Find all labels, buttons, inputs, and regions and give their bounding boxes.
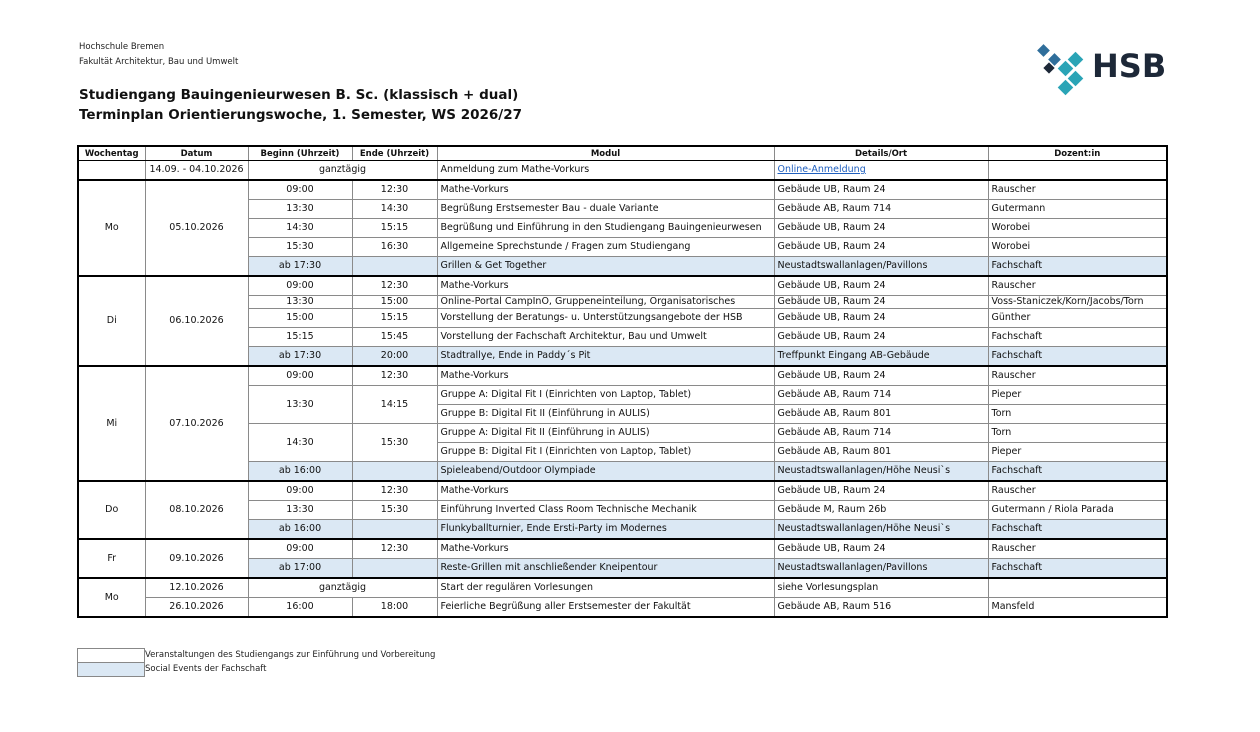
end-cell: 15:00 bbox=[352, 296, 437, 309]
lecturer-cell: Torn bbox=[988, 405, 1167, 424]
modul-cell: Mathe-Vorkurs bbox=[437, 276, 774, 296]
end-cell: 20:00 bbox=[352, 347, 437, 367]
details-cell: Gebäude AB, Raum 714 bbox=[774, 200, 988, 219]
lecturer-cell: Fachschaft bbox=[988, 347, 1167, 367]
details-cell: Gebäude UB, Raum 24 bbox=[774, 539, 988, 559]
day-cell: Di bbox=[78, 276, 145, 366]
modul-cell: Vorstellung der Beratungs- u. Unterstützungsangebote der HSB bbox=[437, 309, 774, 328]
table-row bbox=[78, 276, 1167, 296]
end-cell: 15:15 bbox=[352, 309, 437, 328]
lecturer-cell bbox=[988, 578, 1167, 598]
column-header: Wochentag bbox=[78, 146, 145, 161]
details-cell: Neustadtswallanlagen/Höhe Neusi`s bbox=[774, 520, 988, 540]
start-cell: ab 17:30 bbox=[248, 347, 352, 367]
start-cell: 13:30 bbox=[248, 296, 352, 309]
following-monday-group bbox=[78, 578, 1167, 617]
friday-group bbox=[78, 539, 1167, 578]
end-cell: 12:30 bbox=[352, 276, 437, 296]
details-cell: Treffpunkt Eingang AB-Gebäude bbox=[774, 347, 988, 367]
lecturer-cell: Worobei bbox=[988, 219, 1167, 238]
lecturer-cell: Rauscher bbox=[988, 366, 1167, 386]
time-cell: ganztägig bbox=[248, 578, 437, 598]
lecturer-cell: Gutermann / Riola Parada bbox=[988, 501, 1167, 520]
details-cell: Gebäude UB, Raum 24 bbox=[774, 481, 988, 501]
table-row bbox=[78, 180, 1167, 200]
details-cell: Gebäude AB, Raum 714 bbox=[774, 424, 988, 443]
end-cell: 12:30 bbox=[352, 180, 437, 200]
wednesday-group bbox=[78, 366, 1167, 481]
lecturer-cell: Fachschaft bbox=[988, 257, 1167, 277]
legend-label-regular: Veranstaltungen des Studiengangs zur Einführung und Vorbereitung bbox=[145, 650, 436, 660]
modul-cell: Vorstellung der Fachschaft Architektur, Bau und Umwelt bbox=[437, 328, 774, 347]
modul-cell: Feierliche Begrüßung aller Erstsemester der Fakultät bbox=[437, 598, 774, 618]
details-cell: Neustadtswallanlagen/Pavillons bbox=[774, 257, 988, 277]
start-cell: 15:30 bbox=[248, 238, 352, 257]
tuesday-group bbox=[78, 276, 1167, 366]
start-cell: ab 17:00 bbox=[248, 559, 352, 579]
lecturer-cell: Torn bbox=[988, 424, 1167, 443]
legend-swatch-social bbox=[77, 662, 145, 677]
start-cell: ab 17:30 bbox=[248, 257, 352, 277]
time-cell: ganztägig bbox=[248, 161, 437, 181]
details-cell: Gebäude AB, Raum 714 bbox=[774, 386, 988, 405]
modul-cell: Mathe-Vorkurs bbox=[437, 539, 774, 559]
lecturer-cell: Mansfeld bbox=[988, 598, 1167, 618]
details-cell: Gebäude M, Raum 26b bbox=[774, 501, 988, 520]
lecturer-cell: Fachschaft bbox=[988, 520, 1167, 540]
date-cell: 26.10.2026 bbox=[145, 598, 248, 618]
details-cell: Gebäude UB, Raum 24 bbox=[774, 296, 988, 309]
start-cell: 13:30 bbox=[248, 386, 352, 424]
online-registration-link[interactable]: Online-Anmeldung bbox=[777, 164, 866, 175]
end-cell bbox=[352, 462, 437, 482]
lecturer-cell: Fachschaft bbox=[988, 462, 1167, 482]
table-row bbox=[78, 481, 1167, 501]
start-cell: 14:30 bbox=[248, 219, 352, 238]
date-cell: 06.10.2026 bbox=[145, 276, 248, 366]
end-cell bbox=[352, 257, 437, 277]
lecturer-cell: Fachschaft bbox=[988, 559, 1167, 579]
modul-cell: Online-Portal CampInO, Gruppeneinteilung, Organisatorisches bbox=[437, 296, 774, 309]
modul-cell: Mathe-Vorkurs bbox=[437, 481, 774, 501]
lecturer-cell: Rauscher bbox=[988, 276, 1167, 296]
start-cell: 13:30 bbox=[248, 501, 352, 520]
end-cell: 15:30 bbox=[352, 501, 437, 520]
schedule-table bbox=[77, 145, 1168, 618]
start-cell: ab 16:00 bbox=[248, 520, 352, 540]
faculty-name: Fakultät Architektur, Bau und Umwelt bbox=[79, 57, 239, 67]
details-cell: Gebäude UB, Raum 24 bbox=[774, 238, 988, 257]
legend-label-social: Social Events der Fachschaft bbox=[145, 664, 267, 674]
lecturer-cell: Voss-Staniczek/Korn/Jacobs/Torn bbox=[988, 296, 1167, 309]
lecturer-cell: Gutermann bbox=[988, 200, 1167, 219]
day-cell: Mo bbox=[78, 180, 145, 276]
column-header: Details/Ort bbox=[774, 146, 988, 161]
modul-cell: Begrüßung Erstsemester Bau - duale Variante bbox=[437, 200, 774, 219]
day-cell: Mo bbox=[78, 578, 145, 617]
lecturer-cell bbox=[988, 161, 1167, 181]
details-cell: Neustadtswallanlagen/Pavillons bbox=[774, 559, 988, 579]
lecturer-cell: Günther bbox=[988, 309, 1167, 328]
details-cell: Neustadtswallanlagen/Höhe Neusi`s bbox=[774, 462, 988, 482]
pre-registration-group bbox=[78, 161, 1167, 181]
end-cell: 16:30 bbox=[352, 238, 437, 257]
monday-group bbox=[78, 180, 1167, 276]
details-cell: Gebäude UB, Raum 24 bbox=[774, 180, 988, 200]
day-cell bbox=[78, 161, 145, 181]
table-row bbox=[78, 578, 1167, 598]
date-cell: 14.09. - 04.10.2026 bbox=[145, 161, 248, 181]
end-cell bbox=[352, 559, 437, 579]
lecturer-cell: Fachschaft bbox=[988, 328, 1167, 347]
modul-cell: Gruppe A: Digital Fit II (Einführung in AULIS) bbox=[437, 424, 774, 443]
hsb-logo-text: HSB bbox=[1092, 47, 1167, 85]
hsb-logo bbox=[1036, 42, 1166, 100]
column-header: Datum bbox=[145, 146, 248, 161]
start-cell: 09:00 bbox=[248, 180, 352, 200]
end-cell: 12:30 bbox=[352, 539, 437, 559]
lecturer-cell: Rauscher bbox=[988, 481, 1167, 501]
start-cell: 16:00 bbox=[248, 598, 352, 618]
institution-name: Hochschule Bremen bbox=[79, 42, 165, 52]
modul-cell: Allgemeine Sprechstunde / Fragen zum Studiengang bbox=[437, 238, 774, 257]
modul-cell: Anmeldung zum Mathe-Vorkurs bbox=[437, 161, 774, 181]
modul-cell: Stadtrallye, Ende in Paddy´s Pit bbox=[437, 347, 774, 367]
end-cell: 18:00 bbox=[352, 598, 437, 618]
end-cell: 15:45 bbox=[352, 328, 437, 347]
day-cell: Fr bbox=[78, 539, 145, 578]
details-cell: Gebäude UB, Raum 24 bbox=[774, 328, 988, 347]
date-cell: 07.10.2026 bbox=[145, 366, 248, 481]
details-cell: Gebäude UB, Raum 24 bbox=[774, 366, 988, 386]
start-cell: 14:30 bbox=[248, 424, 352, 462]
details-cell: Gebäude AB, Raum 801 bbox=[774, 443, 988, 462]
modul-cell: Grillen & Get Together bbox=[437, 257, 774, 277]
details-cell: Gebäude AB, Raum 516 bbox=[774, 598, 988, 618]
start-cell: 09:00 bbox=[248, 481, 352, 501]
date-cell: 08.10.2026 bbox=[145, 481, 248, 539]
details-cell: Gebäude UB, Raum 24 bbox=[774, 276, 988, 296]
modul-cell: Begrüßung und Einführung in den Studiengang Bauingenieurwesen bbox=[437, 219, 774, 238]
details-cell: Gebäude AB, Raum 801 bbox=[774, 405, 988, 424]
column-header: Beginn (Uhrzeit) bbox=[248, 146, 352, 161]
end-cell: 15:15 bbox=[352, 219, 437, 238]
page-subtitle: Terminplan Orientierungswoche, 1. Semester, WS 2026/27 bbox=[79, 107, 523, 123]
modul-cell: Gruppe B: Digital Fit II (Einführung in AULIS) bbox=[437, 405, 774, 424]
start-cell: 09:00 bbox=[248, 539, 352, 559]
end-cell: 12:30 bbox=[352, 366, 437, 386]
end-cell: 12:30 bbox=[352, 481, 437, 501]
details-cell: Gebäude UB, Raum 24 bbox=[774, 309, 988, 328]
end-cell: 14:15 bbox=[352, 386, 437, 424]
thursday-group bbox=[78, 481, 1167, 539]
day-cell: Mi bbox=[78, 366, 145, 481]
page-title: Studiengang Bauingenieurwesen B. Sc. (klassisch + dual) bbox=[79, 87, 519, 103]
table-row bbox=[78, 366, 1167, 386]
modul-cell: Start der regulären Vorlesungen bbox=[437, 578, 774, 598]
legend-swatch-regular bbox=[77, 648, 145, 663]
modul-cell: Mathe-Vorkurs bbox=[437, 366, 774, 386]
modul-cell: Reste-Grillen mit anschließender Kneipentour bbox=[437, 559, 774, 579]
start-cell: 09:00 bbox=[248, 366, 352, 386]
end-cell: 15:30 bbox=[352, 424, 437, 462]
start-cell: ab 16:00 bbox=[248, 462, 352, 482]
hsb-logo-mark-icon bbox=[1036, 42, 1092, 100]
column-header: Modul bbox=[437, 146, 774, 161]
details-cell: Gebäude UB, Raum 24 bbox=[774, 219, 988, 238]
details-cell: siehe Vorlesungsplan bbox=[774, 578, 988, 598]
start-cell: 15:15 bbox=[248, 328, 352, 347]
column-header: Ende (Uhrzeit) bbox=[352, 146, 437, 161]
lecturer-cell: Pieper bbox=[988, 386, 1167, 405]
lecturer-cell: Pieper bbox=[988, 443, 1167, 462]
lecturer-cell: Rauscher bbox=[988, 180, 1167, 200]
start-cell: 13:30 bbox=[248, 200, 352, 219]
day-cell: Do bbox=[78, 481, 145, 539]
lecturer-cell: Rauscher bbox=[988, 539, 1167, 559]
date-cell: 09.10.2026 bbox=[145, 539, 248, 578]
date-cell: 05.10.2026 bbox=[145, 180, 248, 276]
end-cell: 14:30 bbox=[352, 200, 437, 219]
details-cell bbox=[774, 161, 988, 181]
table-header-row bbox=[78, 146, 1167, 161]
table-row bbox=[78, 539, 1167, 559]
start-cell: 09:00 bbox=[248, 276, 352, 296]
modul-cell: Spieleabend/Outdoor Olympiade bbox=[437, 462, 774, 482]
table-row bbox=[78, 598, 1167, 618]
table-row bbox=[78, 161, 1167, 181]
modul-cell: Gruppe B: Digital Fit I (Einrichten von Laptop, Tablet) bbox=[437, 443, 774, 462]
column-header: Dozent:in bbox=[988, 146, 1167, 161]
end-cell bbox=[352, 520, 437, 540]
start-cell: 15:00 bbox=[248, 309, 352, 328]
modul-cell: Flunkyballturnier, Ende Ersti-Party im Modernes bbox=[437, 520, 774, 540]
lecturer-cell: Worobei bbox=[988, 238, 1167, 257]
modul-cell: Gruppe A: Digital Fit I (Einrichten von Laptop, Tablet) bbox=[437, 386, 774, 405]
modul-cell: Mathe-Vorkurs bbox=[437, 180, 774, 200]
modul-cell: Einführung Inverted Class Room Technische Mechanik bbox=[437, 501, 774, 520]
date-cell: 12.10.2026 bbox=[145, 578, 248, 598]
